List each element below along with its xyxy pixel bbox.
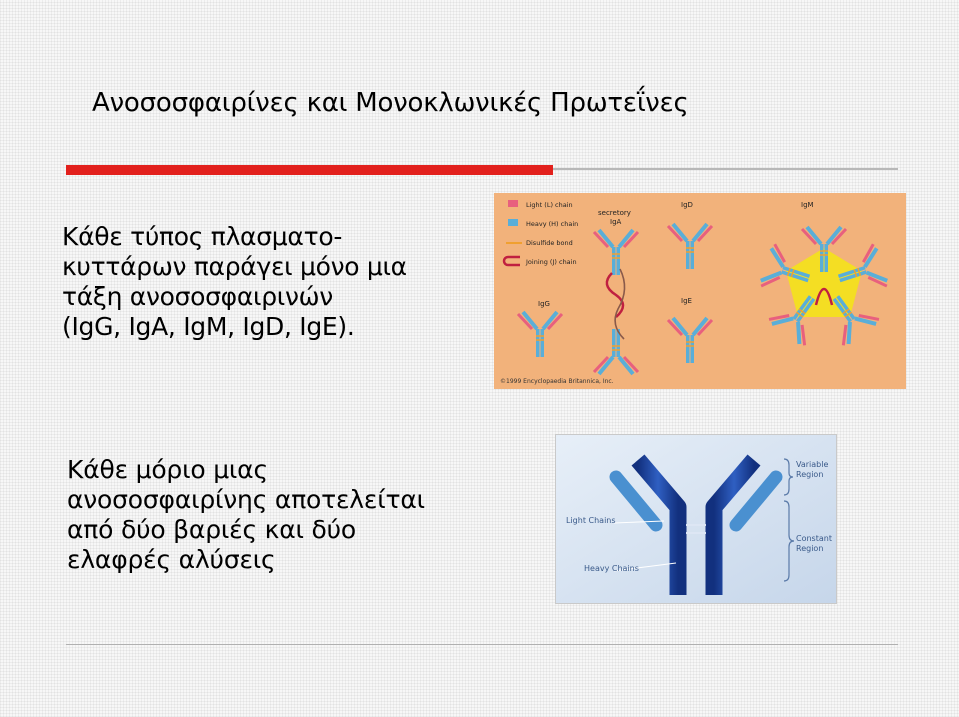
joining-chain-iga — [607, 273, 623, 317]
title-underline-gray — [553, 168, 898, 170]
text-immunoglobulin-classes: Κάθε τύπος πλασματο- κυττάρων παράγει μόνο μια τάξη ανοσοσφαιρινών (IgG, IgA, IgM, IgD, IgE). — [62, 222, 407, 341]
label-heavy-chains: Heavy Chains — [584, 564, 639, 573]
label-ige: IgE — [681, 297, 692, 305]
legend-heavy-chain: Heavy (H) chain — [526, 220, 579, 228]
figure-immunoglobulin-classes — [494, 193, 906, 389]
label-igm: IgM — [801, 201, 814, 209]
label-light-chains: Light Chains — [566, 516, 616, 525]
secretory-iga-bottom-icon — [594, 329, 638, 374]
legend-disulfide-bond: Disulfide bond — [526, 239, 573, 247]
legend-light-chain: Light (L) chain — [526, 201, 573, 209]
igd-antibody-icon — [668, 224, 712, 269]
text-immunoglobulin-chains: Κάθε μόριο μιας ανοσοσφαιρίνης αποτελείται από δύο βαριές και δύο ελαφρές αλύσεις — [67, 455, 425, 574]
slide-title: Ανοσοσφαιρίνες και Μονοκλωνικές Πρωτεΐνες — [92, 88, 689, 118]
figure-copyright: ©1999 Encyclopaedia Britannica, Inc. — [500, 378, 614, 385]
label-igg: IgG — [538, 300, 550, 308]
immunoglobulin-classes-diagram — [494, 193, 906, 389]
secretory-iga-top-icon — [594, 230, 638, 275]
label-igd: IgD — [681, 201, 693, 209]
antibody-structure-diagram — [556, 435, 836, 603]
ige-antibody-icon — [668, 318, 712, 363]
label-constant-region: Constant Region — [796, 534, 832, 553]
legend-swatch-joining-chain — [504, 257, 520, 265]
igm-pentamer-icon — [759, 227, 889, 347]
legend-joining-chain: Joining (J) chain — [526, 258, 577, 266]
figure-antibody-structure — [555, 434, 837, 604]
legend-swatch-heavy-chain — [508, 219, 518, 226]
igg-antibody-icon — [518, 312, 562, 357]
legend-swatch-light-chain — [508, 200, 518, 207]
title-underline-red — [66, 165, 553, 175]
legend — [504, 200, 578, 266]
bottom-divider — [66, 644, 898, 645]
label-variable-region: Variable Region — [796, 460, 829, 479]
label-secretory-iga: secretory IgA — [598, 209, 631, 226]
